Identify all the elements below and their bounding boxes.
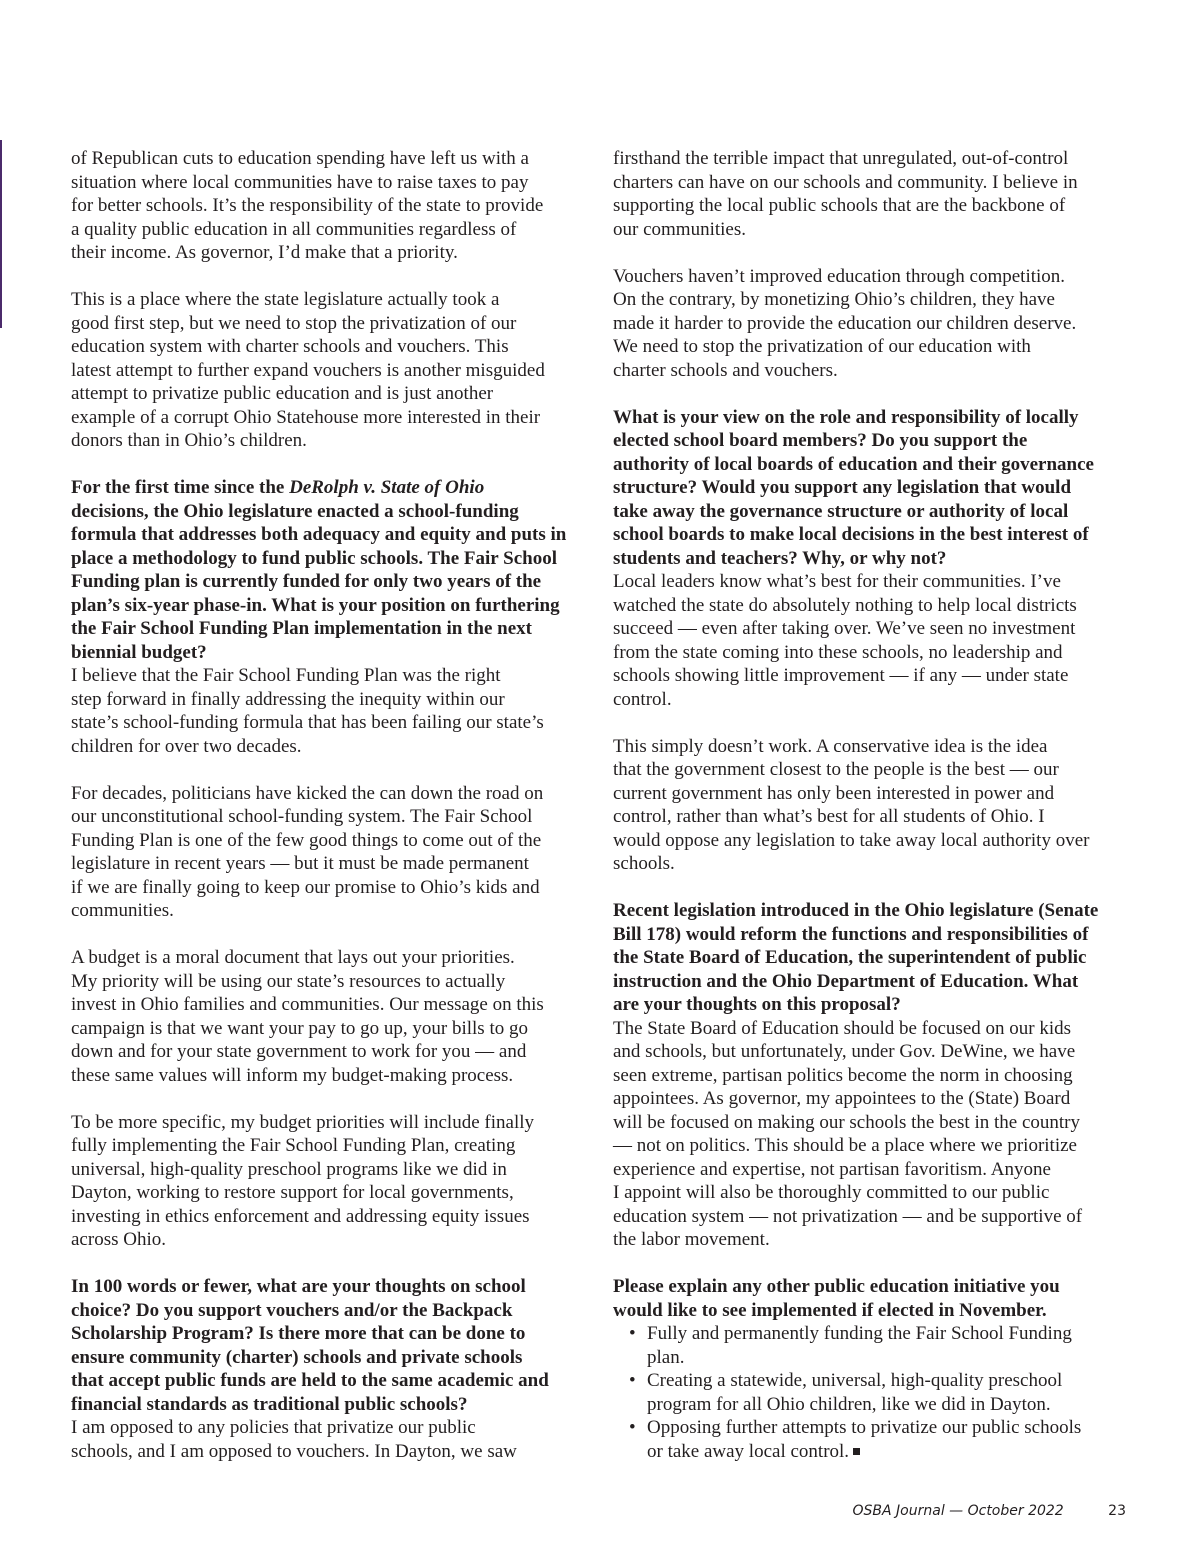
question-heading: In 100 words or fewer, what are your thoughts on school choice? Do you support vouchers and/or the Backpack Scholarship Program? Is there more that can be done to ensure community (charter) schools and private schools that accept public funds are held to the same academic and financial standards as traditional public schools? bbox=[71, 1276, 549, 1415]
list-item bbox=[629, 1416, 1143, 1463]
paragraph: This is a place where the state legislature actually took a good first step, but we need to stop the privatization of our education system with charter schools and vouchers. This latest attempt to further expand vouchers is another misguided attempt to privatize public education and is just another example of a corrupt Ohio Statehouse more interested in their donors than in Ohio’s children. bbox=[71, 289, 545, 451]
case-name: DeRolph v. State of Ohio bbox=[289, 477, 485, 498]
question-text: For the first time since the bbox=[71, 477, 290, 498]
question-heading bbox=[71, 476, 601, 664]
question-text: decisions, the Ohio legislature enacted a school-funding formula that addresses both adequacy and equity and puts in place a methodology to fund public schools. The Fair School Funding plan is currently funded for only two years of the plan’s six-year phase-in. What is your position on furthering the Fair School Funding Plan implementation in the next biennial budget? bbox=[71, 500, 567, 663]
bullet-icon: • bbox=[629, 1370, 636, 1391]
answer-paragraph: I believe that the Fair School Funding Plan was the right step forward in finally addressing the inequity within our state’s school-funding formula that has been failing our state’s children for over two decades. bbox=[71, 665, 544, 757]
question-heading: Recent legislation introduced in the Ohio legislature (Senate Bill 178) would reform the functions and responsibilities of the State Board of Education, the superintendent of public instruction and the Ohio Department of Education. What are your thoughts on this proposal? bbox=[613, 900, 1099, 1015]
page-number: 23 bbox=[1108, 1503, 1126, 1519]
answer-paragraph: To be more specific, my budget priorities will include finally fully implementing the Fair School Funding Plan, creating universal, high-quality preschool programs like we did in Dayton, working to restore support for local governments, investing in ethics enforcement and addressing equity issues across Ohio. bbox=[71, 1111, 534, 1250]
bullet-icon: • bbox=[629, 1323, 636, 1344]
question-heading: What is your view on the role and responsibility of locally elected school board members? Do you support the authority of local boards of education and their governance structure? Would you support any legislation that would take away the governance structure or authority of local school boards to make local decisions in the best interest of students and teachers? Why, or why not? bbox=[613, 406, 1094, 569]
answer-paragraph: For decades, politicians have kicked the can down the road on our unconstitutional school-funding system. The Fair School Funding Plan is one of the few good things to come out of the legislature in recent years — but it must be made permanent if we are finally going to keep our promise to Ohio’s kids and communities. bbox=[71, 782, 544, 921]
initiative-list bbox=[613, 1322, 1143, 1463]
journal-name: OSBA Journal — October 2022 bbox=[852, 1503, 1064, 1519]
answer-paragraph: I am opposed to any policies that privatize our public schools, and I am opposed to vouchers. In Dayton, we saw bbox=[71, 1417, 517, 1462]
answer-paragraph: firsthand the terrible impact that unregulated, out-of-control charters can have on our schools and community. I believe in supporting the local public schools that are the backbone of our communities. bbox=[613, 148, 1078, 240]
answer-paragraph: A budget is a moral document that lays out your priorities. My priority will be using our state’s resources to actually invest in Ohio families and communities. Our message on this campaign is that we want your pay to go up, your bills to go down and for your state government to work for you — and these same values will inform my budget-making process. bbox=[71, 947, 544, 1086]
end-of-article-icon bbox=[853, 1448, 860, 1455]
answer-paragraph: This simply doesn’t work. A conservative idea is the idea that the government closest to the people is the best — our current government has only been interested in power and control, rather than what’s best for all students of Ohio. I would oppose any legislation to take away local authority over schools. bbox=[613, 735, 1090, 874]
question-heading: Please explain any other public education initiative you would like to see implemented if elected in November. bbox=[613, 1276, 1060, 1321]
list-item-text: Opposing further attempts to privatize our public schools or take away local control. bbox=[647, 1417, 1082, 1462]
page-edge-accent-bar bbox=[0, 140, 2, 328]
list-item-text: Creating a statewide, universal, high-quality preschool program for all Ohio children, like we did in Dayton. bbox=[647, 1370, 1063, 1415]
answer-paragraph: Local leaders know what’s best for their communities. I’ve watched the state do absolutely nothing to help local districts succeed — even after taking over. We’ve seen no investment from the state coming into these schools, no leadership and schools showing little improvement — if any — under state control. bbox=[613, 571, 1077, 710]
right-column bbox=[613, 147, 1143, 1463]
list-item-text: Fully and permanently funding the Fair School Funding plan. bbox=[647, 1323, 1072, 1368]
list-item bbox=[629, 1369, 1143, 1416]
answer-paragraph: Vouchers haven’t improved education through competition. On the contrary, by monetizing Ohio’s children, they have made it harder to provide the education our children deserve. We need to stop the privatization of our education with charter schools and vouchers. bbox=[613, 265, 1077, 381]
left-column bbox=[71, 147, 601, 1463]
list-item bbox=[629, 1322, 1143, 1369]
paragraph: of Republican cuts to education spending have left us with a situation where local communities have to raise taxes to pay for better schools. It’s the responsibility of the state to provide a quality public education in all communities regardless of their income. As governor, I’d make that a priority. bbox=[71, 148, 544, 263]
page-footer bbox=[853, 1503, 1127, 1519]
answer-paragraph: The State Board of Education should be focused on our kids and schools, but unfortunately, under Gov. DeWine, we have seen extreme, partisan politics become the norm in choosing appointees. As governor, my appointees to the (State) Board will be focused on making our schools the best in the country — not on politics. This should be a place where we prioritize experience and expertise, not partisan favoritism. Anyone I appoint will also be thoroughly committed to our public education system — not privatization — and be supportive of the labor movement. bbox=[613, 1017, 1083, 1250]
bullet-icon: • bbox=[629, 1417, 636, 1438]
